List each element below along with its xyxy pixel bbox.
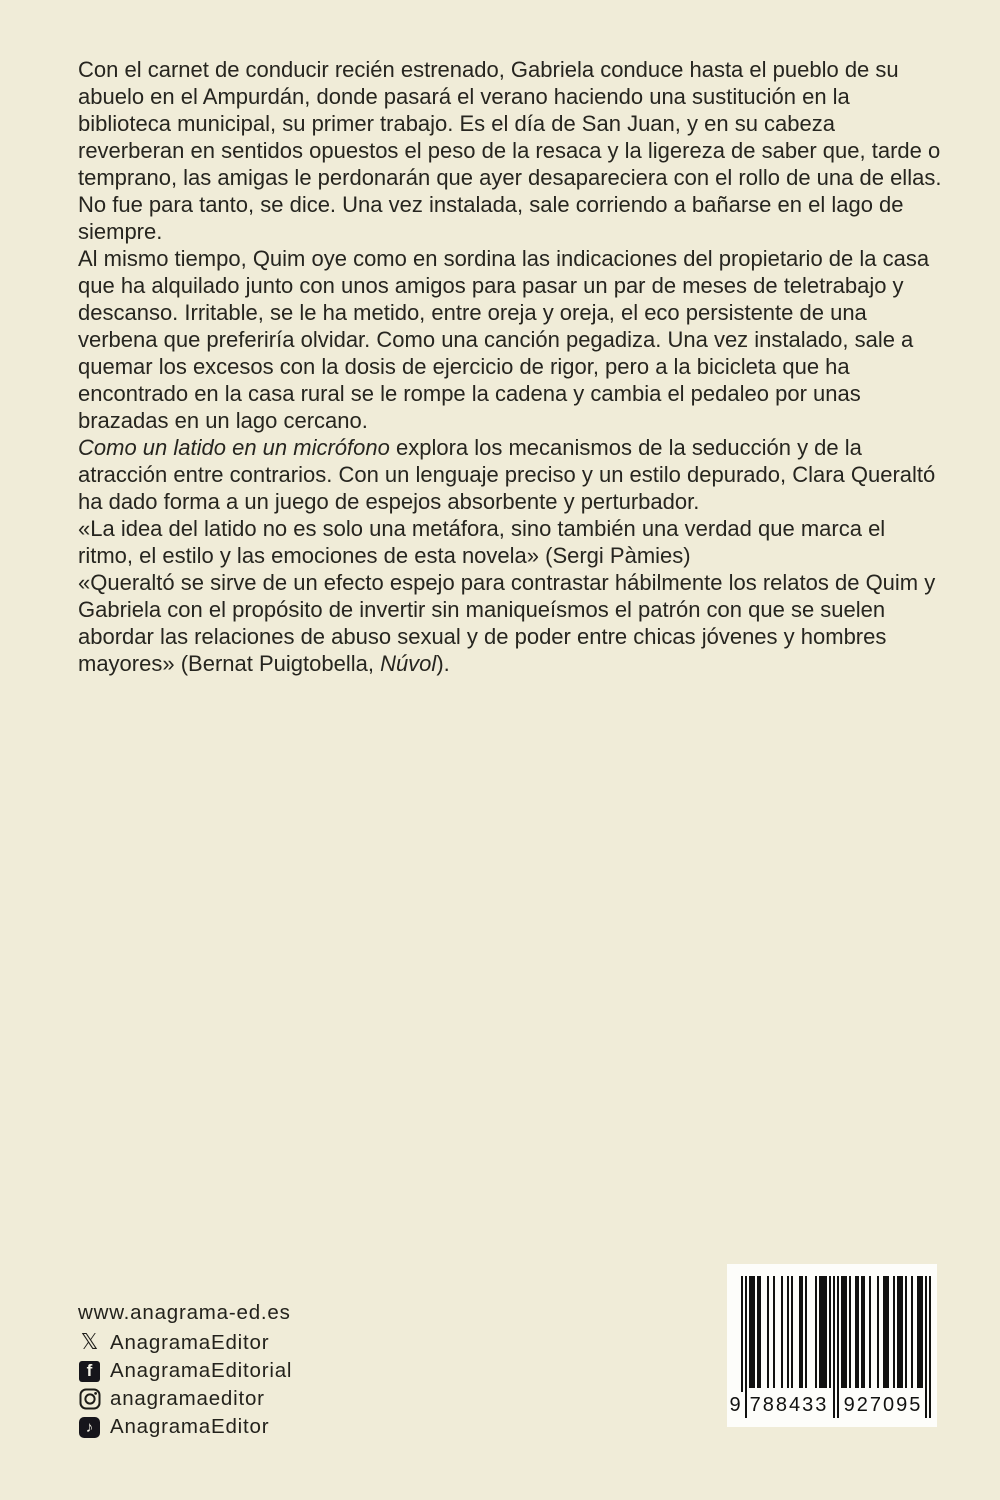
social-link-facebook bbox=[78, 1357, 292, 1385]
x-twitter-icon: 𝕏 bbox=[80, 1329, 99, 1354]
social-link-x-twitter bbox=[78, 1329, 292, 1357]
instagram-icon bbox=[78, 1388, 101, 1411]
review-quote-puigtobella-text: «Queraltó se sirve de un efecto espejo para contrastar hábilmente los relatos de Quim y Gabriela con el propósito de invertir sin maniqueísmos el patrón con que se suelen abordar las relaciones de abuso sexual y de poder entre chicas jóvenes y hombres mayores» (Bernat Puigtobella, bbox=[78, 570, 936, 676]
synopsis-paragraph-gabriela: Con el carnet de conducir recién estrenado, Gabriela conduce hasta el pueblo de su abuelo en el Ampurdán, donde pasará el verano haciendo una sustitución en la biblioteca municipal, su primer trabajo. Es el día de San Juan, y en su cabeza reverberan en sentidos opuestos el peso de la resaca y la ligereza de saber que, tarde o temprano, las amigas le perdonarán que ayer desapareciera con el rollo de una de ellas. No fue para tanto, se dice. Una vez instalada, sale corriendo a bañarse en el lago de siempre. bbox=[78, 57, 942, 244]
review-quote-puigtobella-end: ). bbox=[436, 651, 450, 676]
review-quote-pamies: «La idea del latido no es solo una metáfora, sino también una verdad que marca el ritmo, el estilo y las emociones de esta novela» (Sergi Pàmies) bbox=[78, 516, 886, 568]
barcode-digits-right: 927095 bbox=[843, 1394, 923, 1416]
synopsis-paragraph-book-rest: explora los mecanismos de la seducción y de la atracción entre contrarios. Con un lenguaje preciso y un estilo depurado, Clara Queraltó ha dado forma a un juego de espejos absorbente y perturbador. bbox=[78, 435, 936, 514]
publisher-website-url: www.anagrama-ed.es bbox=[78, 1301, 291, 1324]
book-title-italic: Como un latido en un micrófono bbox=[78, 435, 390, 460]
tiktok-icon-glyph: ♪ bbox=[79, 1417, 100, 1438]
barcode-digit-prefix: 9 bbox=[727, 1392, 743, 1418]
barcode-digits-left: 788433 bbox=[749, 1394, 829, 1416]
facebook-handle: AnagramaEditorial bbox=[110, 1359, 293, 1382]
instagram-handle: anagramaeditor bbox=[110, 1387, 265, 1410]
social-link-tiktok bbox=[78, 1413, 292, 1441]
facebook-icon-glyph: f bbox=[79, 1361, 100, 1382]
review-quote-puigtobella bbox=[78, 569, 946, 677]
social-link-instagram bbox=[78, 1385, 292, 1413]
social-links bbox=[78, 1329, 292, 1441]
synopsis-paragraph-quim: Al mismo tiempo, Quim oye como en sordina las indicaciones del propietario de la casa que ha alquilado junto con unos amigos para pasar un par de meses de teletrabajo y descanso. Irritable, se le ha metido, entre oreja y oreja, el eco persistente de una verbena que preferiría olvidar. Como una canción pegadiza. Una vez instalado, sale a quemar los excesos con la dosis de ejercicio de rigor, pero a la bicicleta que ha encontrado en la casa rural se le rompe la cadena y cambia el pedaleo por unas brazadas en un lago cercano. bbox=[78, 246, 930, 433]
publication-name-italic: Núvol bbox=[380, 651, 437, 676]
tiktok-handle: AnagramaEditor bbox=[110, 1415, 270, 1438]
synopsis-text bbox=[78, 56, 946, 677]
x-twitter-handle: AnagramaEditor bbox=[110, 1331, 270, 1354]
isbn-barcode bbox=[727, 1264, 937, 1427]
tiktok-icon bbox=[78, 1416, 101, 1439]
facebook-icon bbox=[78, 1360, 101, 1383]
synopsis-paragraph-book bbox=[78, 434, 946, 515]
